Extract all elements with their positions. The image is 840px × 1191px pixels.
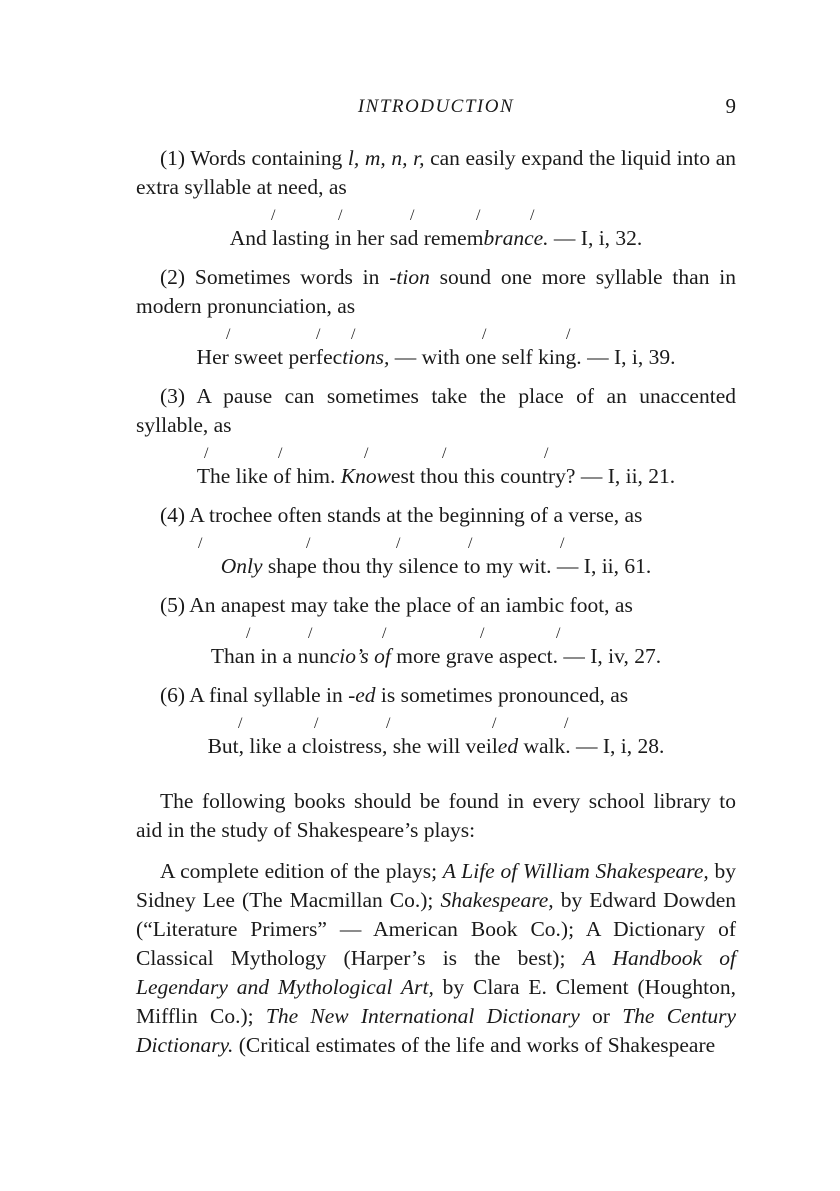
rule-4-text: (4) A trochee often stands at the beginning of a verse, as	[160, 503, 643, 527]
stress-mark: /	[442, 445, 447, 462]
stress-mark: /	[386, 715, 391, 732]
stress-mark: /	[308, 625, 313, 642]
page-body	[136, 144, 736, 1072]
section-gap	[136, 771, 736, 787]
rule-6-terms: -ed	[348, 683, 376, 707]
book-title: A Life of William Shakespeare,	[442, 859, 709, 883]
books-intro: The following books should be found in every school library to aid in the study of Shakespeare’s plays:	[136, 789, 736, 842]
citation: — I, ii, 21.	[575, 464, 676, 488]
citation: — I, iv, 27.	[557, 644, 662, 668]
stress-mark: /	[306, 535, 311, 552]
rule-1-terms: l, m, n, r,	[347, 146, 425, 170]
stress-mark: /	[482, 326, 487, 343]
verse-example-6: / / / / / But, like a cloistress, she will veiled walk. — I, i, 28.	[207, 715, 665, 758]
book-title: Shakespeare,	[440, 888, 554, 912]
stress-mark: /	[544, 445, 549, 462]
rule-5-text: (5) An anapest may take the place of an iambic foot, as	[160, 593, 633, 617]
rule-2-terms: -tion	[389, 265, 430, 289]
stress-mark: /	[364, 445, 369, 462]
stress-mark: /	[564, 715, 569, 732]
citation: — I, i, 28.	[570, 734, 665, 758]
rule-3-text: (3) A pause can sometimes take the place of an unaccented syllable, as	[136, 384, 736, 437]
stress-mark: /	[560, 535, 565, 552]
citation: — I, i, 39.	[581, 345, 676, 369]
verse-example-5: / / / / / Than in a nuncio’s of more grave aspect. — I, iv, 27.	[210, 625, 662, 668]
stress-mark: /	[566, 326, 571, 343]
page-number: 9	[725, 94, 736, 118]
stress-mark: /	[480, 625, 485, 642]
stress-mark: /	[278, 445, 283, 462]
recommended-books-section	[136, 787, 736, 1060]
stress-mark: /	[476, 207, 481, 224]
stress-mark: /	[396, 535, 401, 552]
stress-mark: /	[468, 535, 473, 552]
verse-example-4: / / / / / Only shape thou thy silence to my wit. — I, ii, 61.	[198, 535, 652, 578]
stress-mark: /	[351, 326, 356, 343]
stress-mark: /	[410, 207, 415, 224]
rule-6-text: (6) A final syllable in -ed is sometimes pronounced, as	[160, 683, 629, 707]
books-list: A complete edition of the plays; A Life of William Shakespeare, by Sidney Lee (The Macmillan Co.); Shakespeare, by Edward Dowden (“Literature Primers” — American Book Co.); A Dictionary of Classical Mythology (Harper’s is the best); A Handbook of Legendary and Mythological Art, by Clara E. Clement (Houghton, Mifflin Co.); The New International Dictionary or The Century Dictionary. (Critical estimates of the life and works of Shakespeare	[136, 859, 737, 1057]
running-title: INTRODUCTION	[357, 96, 515, 117]
book-title: A Handbook of Legendary and Mythological Art,	[136, 946, 736, 999]
rule-1-text: (1) Words containing l, m, n, r, can easily expand the liquid into an extra syllable at need, as	[136, 146, 736, 199]
stress-mark: /	[382, 625, 387, 642]
stress-mark: /	[530, 207, 535, 224]
citation: — I, i, 32.	[548, 226, 643, 250]
stress-mark: /	[556, 625, 561, 642]
stress-mark: /	[204, 445, 209, 462]
book-title: The Century Dictionary.	[136, 1004, 736, 1057]
stress-mark: /	[338, 207, 343, 224]
stress-mark: /	[314, 715, 319, 732]
stress-mark: /	[316, 326, 321, 343]
verse-example-1: / / / / / And lasting in her sad remembrance. — I, i, 32.	[229, 207, 643, 250]
running-header	[136, 96, 736, 126]
verse-example-3: / / / / / The like of him. Knowest thou this country? — I, ii, 21.	[196, 445, 676, 488]
verse-example-2: / / / / / Her sweet perfections, — with one self king. — I, i, 39.	[196, 326, 676, 369]
stress-mark: /	[198, 535, 203, 552]
stress-mark: /	[271, 207, 276, 224]
citation: — I, ii, 61.	[551, 554, 652, 578]
rule-2-text: (2) Sometimes words in -tion sound one more syllable than in modern pronunciation, as	[136, 265, 736, 318]
stress-mark: /	[226, 326, 231, 343]
book-title: The New International Dictionary	[265, 1004, 580, 1028]
stress-mark: /	[238, 715, 243, 732]
stress-mark: /	[246, 625, 251, 642]
stress-mark: /	[492, 715, 497, 732]
